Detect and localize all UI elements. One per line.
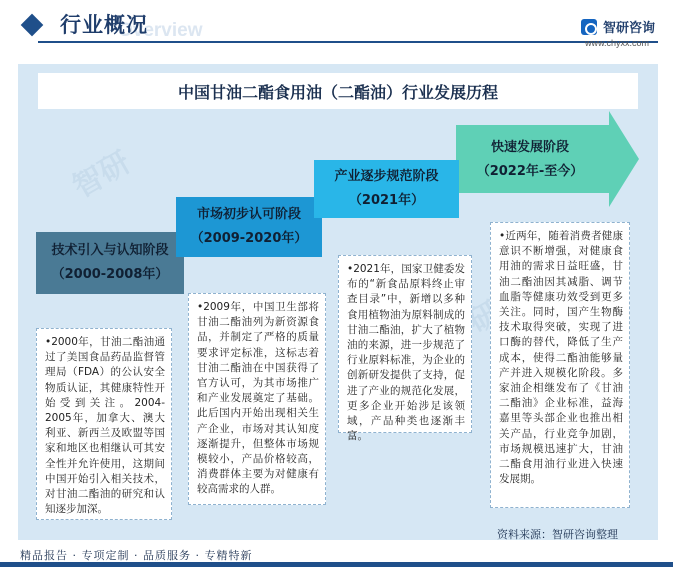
page-title: 行业概况 [60, 13, 148, 37]
stage-3-name: 产业逐步规范阶段 [334, 169, 439, 184]
stage-3-description: •2021年，国家卫健委发布的“新食品原料终止审查目录”中，新增以多种食用植物油为原料制成的甘油二酯油，扩大了植物油的来源，进一步规范了行业原料标准，为企业的创新研发提供了支持，促进了产业的规范化发展，更多企业开始涉足该领域，产品种类也逐渐丰富。 [338, 255, 472, 433]
stage-1-period: （2000-2008年） [51, 267, 169, 282]
source-note: 资料来源：智研咨询整理 [497, 528, 618, 541]
banner-title: 中国甘油二酯食用油（二酯油）行业发展历程 [38, 73, 638, 109]
stage-2-period: （2009-2020年） [190, 231, 308, 246]
header-diamond-icon [21, 14, 44, 37]
stage-4-description: •近两年，随着消费者健康意识不断增强，对健康食用油的需求日益旺盛，甘油二酯油因其减脂、调节血脂等健康功效受到更多关注。同时，国产生物酶技术取得突破，实现了进口酶的替代，降低了生产成本，使得二酯油能够量产并进入规模化阶段。多家油企相继发布了《甘油二酯油》企业标准，益海嘉里等头部企业也推出相关产品，行业竞争加剧，市场规模迅速扩大，甘油二酯食用油行业进入快速发展期。 [490, 222, 630, 508]
stage-3-header [314, 160, 459, 218]
stage-2-name: 市场初步认可阶段 [196, 207, 301, 222]
stage-2-header [176, 197, 322, 257]
stage-4-name: 快速发展阶段 [490, 140, 569, 155]
brand-name: 智研咨询 [603, 21, 656, 36]
stage-4-header [456, 124, 604, 196]
brand-url: www.chyxx.com [585, 38, 650, 48]
stage-1-description: •2000年，甘油二酯油通过了美国食品药品监督管理局（FDA）的公认安全物质认证，其健康特性开始受到关注。2004-2005年，加拿大、澳大利亚、新西兰及欧盟等国家和地区也相继认可其安全性并允许使用，这期间中国开始引入相关技术，对甘油二酯油的研究和认知逐步加深。 [36, 328, 172, 520]
footer-bar [0, 562, 673, 567]
brand-logo-icon [581, 19, 597, 35]
header-divider [38, 41, 658, 43]
header-subtitle-en: Overview [118, 20, 203, 41]
stage-2-description: •2009年，中国卫生部将甘油二酯油列为新资源食品，并制定了严格的质量要求评定标准，这标志着甘油二酯油在中国获得了官方认可，为其市场推广和产业发展奠定了基础。此后国内开始出现相关生产企业，市场对其认知度逐渐提升，但整体市场规模较小，产品价格较高，消费群体主要为对健康有较高需求的人群。 [188, 293, 326, 505]
footer-slogan: 精品报告 · 专项定制 · 品质服务 · 专精特新 [20, 549, 253, 562]
stage-1-name: 技术引入与认知阶段 [51, 243, 169, 258]
stage-1-header [36, 232, 184, 294]
stage-4-period: （2022年-至今） [476, 164, 584, 179]
stage-3-period: （2021年） [348, 193, 425, 208]
